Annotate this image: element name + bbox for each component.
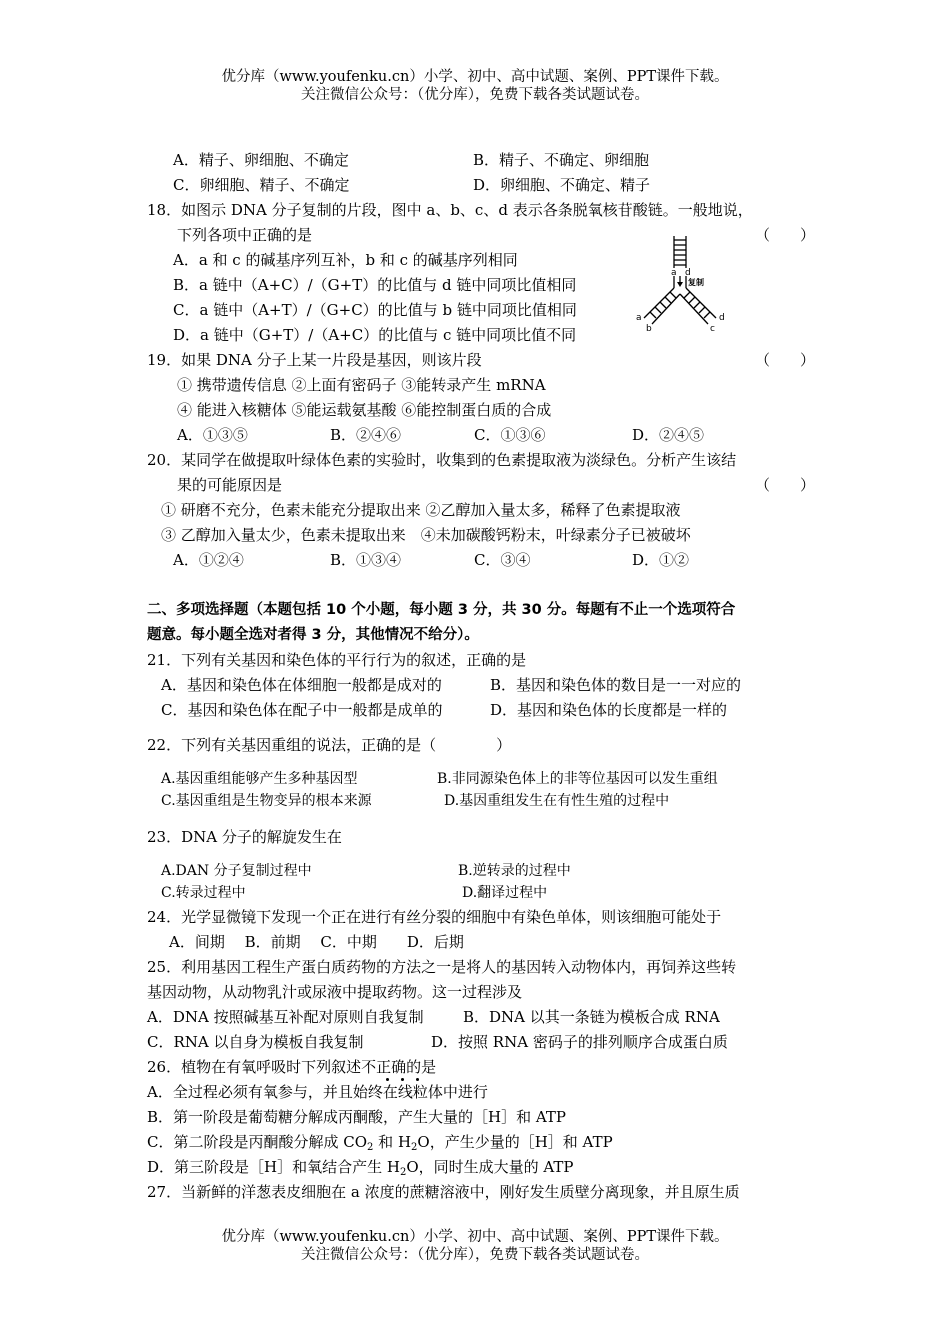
fig-label-b: b: [646, 324, 652, 334]
q23-option-d: D.翻译过程中: [462, 885, 548, 901]
q26-stem: 26．植物在有氧呼吸时下列叙述不正确的是: [147, 1058, 437, 1076]
q25-stem-line-2: 基因动物，从动物乳汁或尿液中提取药物。这一过程涉及: [147, 983, 523, 1001]
q24-options: A．间期 B．前期 C．中期 D．后期: [169, 933, 464, 951]
q27-stem: 27．当新鲜的洋葱表皮细胞在 a 浓度的蔗糖溶液中，刚好发生质壁分离现象，并且原生质: [147, 1183, 740, 1201]
q23-option-c: C.转录过程中: [161, 885, 246, 901]
q23-option-b: B.逆转录的过程中: [458, 863, 571, 879]
q18-option-a: A．a 和 c 的碱基序列互补，b 和 c 的碱基序列相同: [173, 251, 518, 269]
q25-option-a: A．DNA 按照碱基互补配对原则自我复制: [147, 1008, 424, 1026]
q19-answer-paren: （ ）: [755, 351, 816, 369]
q18-option-b: B．a 链中（A+C）/（G+T）的比值与 d 链中同项比值相同: [173, 276, 577, 294]
q20-option-b: B．①③④: [330, 551, 402, 569]
section-2-title-line-2: 题意。每小题全选对者得 3 分，其他情况不给分）。: [147, 627, 479, 643]
q17-option-b: B．精子、不确定、卵细胞: [473, 151, 650, 169]
q18-stem-line-1: 18．如图示 DNA 分子复制的片段，图中 a、b、c、d 表示各条脱氧核苷酸链。一般地说，: [147, 201, 753, 219]
fig-label-copy: 复制: [688, 278, 704, 287]
q18-option-c: C．a 链中（A+T）/（G+C）的比值与 b 链中同项比值相同: [173, 301, 577, 319]
q19-option-a: A．①③⑤: [177, 426, 248, 444]
fig-label-d: d: [719, 313, 725, 323]
q22-option-a: A.基因重组能够产生多种基因型: [161, 771, 358, 787]
q20-option-c: C．③④: [474, 551, 531, 569]
q22-option-b: B.非同源染色体上的非等位基因可以发生重组: [437, 771, 718, 787]
q18-option-d: D．a 链中（G+T）/（A+C）的比值与 c 链中同项比值不同: [173, 326, 577, 344]
q20-answer-paren: （ ）: [755, 476, 816, 494]
dna-replication-figure: [630, 232, 730, 337]
q26-option-a: A．全过程必须有氧参与，并且始终在线粒体中进行: [147, 1083, 488, 1101]
q19-items-line-2: ④ 能进入核糖体 ⑤能运载氨基酸 ⑥能控制蛋白质的合成: [177, 401, 552, 419]
q25-stem-line-1: 25．利用基因工程生产蛋白质药物的方法之一是将人的基因转入动物体内，再饲养这些转: [147, 958, 737, 976]
q23-stem: 23．DNA 分子的解旋发生在: [147, 828, 342, 846]
emphasis-dot: [416, 1078, 419, 1081]
q24-stem: 24．光学显微镜下发现一个正在进行有丝分裂的细胞中有染色单体，则该细胞可能处于: [147, 908, 722, 926]
q21-option-c: C．基因和染色体在配子中一般都是成单的: [161, 701, 443, 719]
q21-option-b: B．基因和染色体的数目是一一对应的: [490, 676, 742, 694]
q22-option-c: C.基因重组是生物变异的根本来源: [161, 793, 372, 809]
q25-option-c: C．RNA 以自身为模板自我复制: [147, 1033, 364, 1051]
footer-line-1: 优分库（www.youfenku.cn）小学、初中、高中试题、案例、PPT课件下载。: [221, 1229, 729, 1245]
q20-option-a: A．①②④: [173, 551, 244, 569]
fig-label-a-top: a: [671, 268, 677, 278]
footer-line-2: 关注微信公众号：（优分库），免费下载各类试题试卷。: [301, 1247, 649, 1263]
header-line-2: 关注微信公众号：（优分库），免费下载各类试题试卷。: [301, 87, 649, 103]
q21-option-a: A．基因和染色体在体细胞一般都是成对的: [161, 676, 442, 694]
q19-option-d: D．②④⑤: [632, 426, 705, 444]
q25-option-b: B．DNA 以其一条链为模板合成 RNA: [463, 1008, 720, 1026]
q20-option-d: D．①②: [632, 551, 690, 569]
q25-option-d: D．按照 RNA 密码子的排列顺序合成蛋白质: [431, 1033, 728, 1051]
q19-items-line-1: ① 携带遗传信息 ②上面有密码子 ③能转录产生 mRNA: [177, 376, 546, 394]
q26-option-d: D．第三阶段是［H］和氧结合产生 $H_2O$，同时生成大量的 ATP: [147, 1158, 574, 1178]
fig-label-a: a: [636, 313, 642, 323]
fig-label-c: c: [710, 324, 715, 334]
q20-items-line-1: ① 研磨不充分，色素未能充分提取出来 ②乙醇加入量太多，稀释了色素提取液: [161, 501, 681, 519]
q20-stem-line-2: 果的可能原因是: [177, 476, 283, 494]
q19-stem: 19．如果 DNA 分子上某一片段是基因，则该片段: [147, 351, 482, 369]
q22-option-d: D.基因重组发生在有性生殖的过程中: [444, 793, 670, 809]
q19-option-c: C．①③⑥: [474, 426, 546, 444]
header-line-1: 优分库（www.youfenku.cn）小学、初中、高中试题、案例、PPT课件下载。: [221, 69, 729, 85]
q21-stem: 21．下列有关基因和染色体的平行行为的叙述，正确的是: [147, 651, 527, 669]
q19-option-b: B．②④⑥: [330, 426, 402, 444]
section-2-title-line-1: 二、多项选择题（本题包括 10 个小题，每小题 3 分，共 30 分。每题有不止一个选项符合: [147, 602, 736, 618]
q17-option-d: D．卵细胞、不确定、精子: [473, 176, 651, 194]
fig-label-d-top: d: [685, 268, 691, 278]
q17-option-c: C．卵细胞、精子、不确定: [173, 176, 350, 194]
q23-option-a: A.DAN 分子复制过程中: [161, 863, 312, 879]
emphasis-dot: [401, 1078, 404, 1081]
q26-option-b: B．第一阶段是葡萄糖分解成丙酮酸，产生大量的［H］和 ATP: [147, 1108, 566, 1126]
q18-answer-paren: （ ）: [755, 226, 816, 244]
q21-option-d: D．基因和染色体的长度都是一样的: [490, 701, 728, 719]
q17-option-a: A．精子、卵细胞、不确定: [173, 151, 349, 169]
q22-stem: 22．下列有关基因重组的说法，正确的是（ ）: [147, 736, 512, 754]
q20-items-line-2: ③ 乙醇加入量太少，色素未提取出来 ④未加碳酸钙粉末，叶绿素分子已被破坏: [161, 526, 691, 544]
q26-option-c: C．第二阶段是丙酮酸分解成 $CO_2$ 和 $H_2O$，产生少量的［H］和 ATP: [147, 1133, 613, 1153]
q18-stem-line-2: 下列各项中正确的是: [177, 226, 313, 244]
q20-stem-line-1: 20．某同学在做提取叶绿体色素的实验时，收集到的色素提取液为淡绿色。分析产生该结: [147, 451, 737, 469]
emphasis-dot: [386, 1078, 389, 1081]
